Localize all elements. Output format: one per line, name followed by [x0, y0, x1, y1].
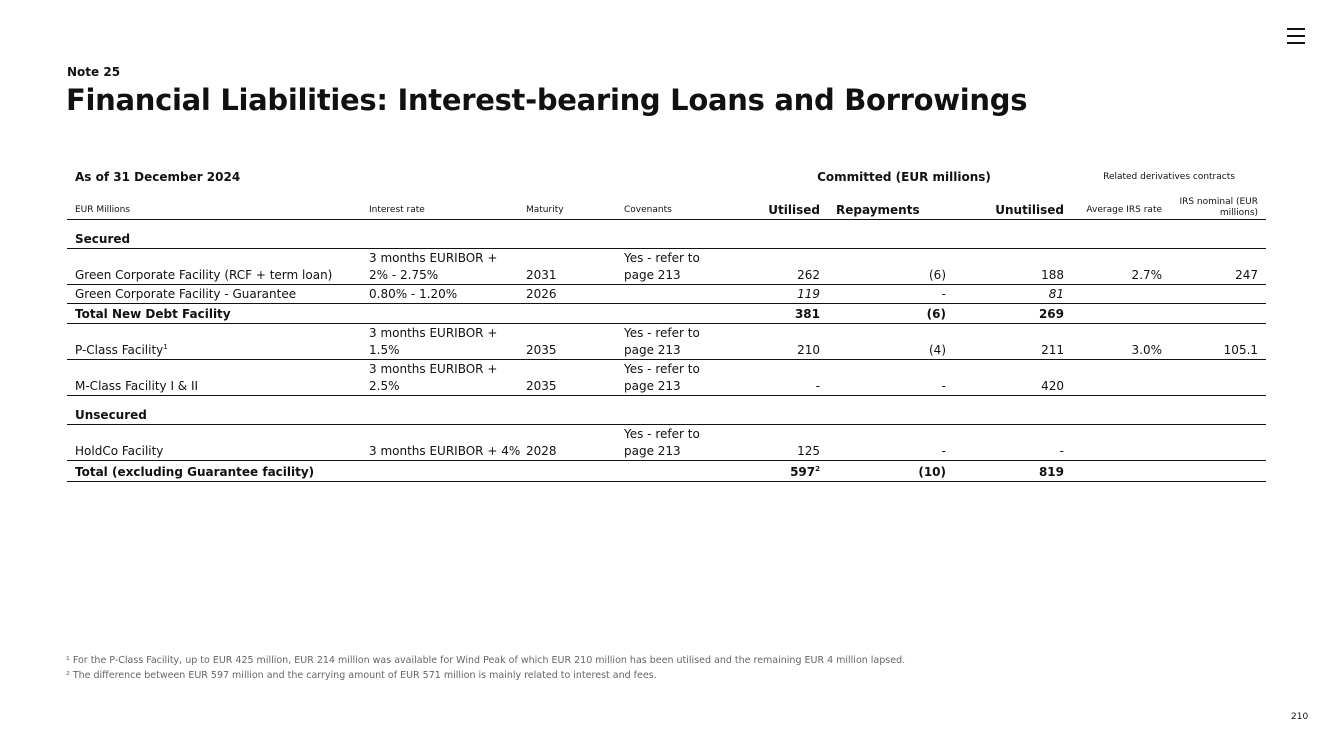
row-maturity: 2031: [518, 249, 616, 285]
row-unutilised: 269: [954, 304, 1072, 324]
section-secured: Secured: [67, 220, 1266, 249]
row-utilised: 125: [736, 425, 828, 461]
footnote-ref: 2: [815, 465, 820, 473]
row-rate: 3 months EURIBOR + 4%: [361, 425, 518, 461]
menu-icon[interactable]: [1287, 27, 1305, 45]
row-irs-rate: [1072, 425, 1170, 461]
page-title: Financial Liabilities: Interest-bearing Loans and Borrowings: [66, 83, 1028, 117]
row-repayments: (6): [828, 249, 954, 285]
row-unutilised: 188: [954, 249, 1072, 285]
row-rate: 3 months EURIBOR + 1.5%: [361, 324, 518, 360]
row-rate: [361, 304, 518, 324]
row-covenants: Yes - refer to page 213: [616, 324, 736, 360]
row-irs-nominal: [1170, 425, 1266, 461]
table-row: [67, 249, 1266, 285]
row-maturity: [518, 304, 616, 324]
row-utilised: 381: [736, 304, 828, 324]
footnote-ref: 1: [163, 343, 168, 351]
row-unutilised: 420: [954, 360, 1072, 396]
col-utilised-header: Utilised: [736, 186, 828, 220]
table-row: [67, 285, 1266, 304]
row-irs-nominal: [1170, 360, 1266, 396]
footnotes: [66, 653, 905, 683]
row-repayments: -: [828, 425, 954, 461]
table-row: [67, 324, 1266, 360]
row-maturity: 2035: [518, 324, 616, 360]
row-covenants: [616, 461, 736, 482]
row-rate: [361, 461, 518, 482]
row-name: HoldCo Facility: [67, 425, 361, 461]
row-utilised: -: [736, 360, 828, 396]
row-rate: 3 months EURIBOR + 2% - 2.75%: [361, 249, 518, 285]
row-irs-rate: [1072, 360, 1170, 396]
row-utilised: 119: [736, 285, 828, 304]
row-repayments: (10): [828, 461, 954, 482]
row-irs-nominal: 105.1: [1170, 324, 1266, 360]
row-name: M-Class Facility I & II: [67, 360, 361, 396]
row-unutilised: 81: [954, 285, 1072, 304]
row-irs-rate: [1072, 461, 1170, 482]
footnote-1: ¹ For the P-Class Facility, up to EUR 425 million, EUR 214 million was available for Wind Peak of which EUR 210 million has been utilised and the remaining EUR 4 million lapsed.: [66, 655, 906, 666]
as-of-label: As of 31 December 2024: [75, 170, 241, 184]
row-covenants: Yes - refer to page 213: [616, 360, 736, 396]
row-irs-rate: [1072, 285, 1170, 304]
row-utilised: $597^2$: [736, 461, 828, 482]
row-rate: 3 months EURIBOR + 2.5%: [361, 360, 518, 396]
row-irs-nominal: [1170, 461, 1266, 482]
row-irs-nominal: 247: [1170, 249, 1266, 285]
table-row: [67, 360, 1266, 396]
col-covenants-header: Covenants: [616, 186, 736, 220]
row-maturity: 2035: [518, 360, 616, 396]
row-name: Green Corporate Facility - Guarantee: [67, 285, 361, 304]
row-repayments: (4): [828, 324, 954, 360]
row-covenants: [616, 304, 736, 324]
row-name: P-Class Facility$^1$: [67, 324, 361, 360]
col-repayments-header: Repayments: [828, 186, 954, 220]
section-unsecured: Unsecured: [67, 396, 1266, 425]
col-irs-nominal-header: IRS nominal (EUR millions): [1170, 186, 1266, 220]
row-rate: 0.80% - 1.20%: [361, 285, 518, 304]
table-row-total: [67, 304, 1266, 324]
row-name: Total New Debt Facility: [67, 304, 361, 324]
row-repayments: -: [828, 360, 954, 396]
row-covenants: Yes - refer to page 213: [616, 425, 736, 461]
row-irs-rate: 3.0%: [1072, 324, 1170, 360]
row-irs-nominal: [1170, 304, 1266, 324]
row-unutilised: -: [954, 425, 1072, 461]
row-maturity: [518, 461, 616, 482]
loans-table: [67, 166, 1266, 482]
row-name: Total (excluding Guarantee facility): [67, 461, 361, 482]
col-irs-rate-header: Average IRS rate: [1072, 186, 1170, 220]
row-unutilised: 819: [954, 461, 1072, 482]
row-utilised: 262: [736, 249, 828, 285]
note-label: Note 25: [67, 65, 121, 79]
row-irs-rate: 2.7%: [1072, 249, 1170, 285]
row-irs-rate: [1072, 304, 1170, 324]
committed-label: Committed (EUR millions): [817, 170, 991, 184]
row-maturity: 2028: [518, 425, 616, 461]
col-unutilised-header: Unutilised: [954, 186, 1072, 220]
col-maturity-header: Maturity: [518, 186, 616, 220]
footnote-2: ² The difference between EUR 597 million and the carrying amount of EUR 571 million is mainly related to interest and fees.: [66, 670, 657, 681]
table-row-total: [67, 461, 1266, 482]
row-name: Green Corporate Facility (RCF + term loan): [67, 249, 361, 285]
page-number: 210: [1291, 712, 1309, 722]
row-maturity: 2026: [518, 285, 616, 304]
row-repayments: (6): [828, 304, 954, 324]
row-irs-nominal: [1170, 285, 1266, 304]
row-unutilised: 211: [954, 324, 1072, 360]
table-row: [67, 425, 1266, 461]
row-covenants: Yes - refer to page 213: [616, 249, 736, 285]
row-repayments: -: [828, 285, 954, 304]
col-rate-header: Interest rate: [361, 186, 518, 220]
row-utilised: 210: [736, 324, 828, 360]
row-covenants: [616, 285, 736, 304]
related-derivatives-label: Related derivatives contracts: [1103, 172, 1235, 182]
col-name-header: EUR Millions: [67, 186, 361, 220]
